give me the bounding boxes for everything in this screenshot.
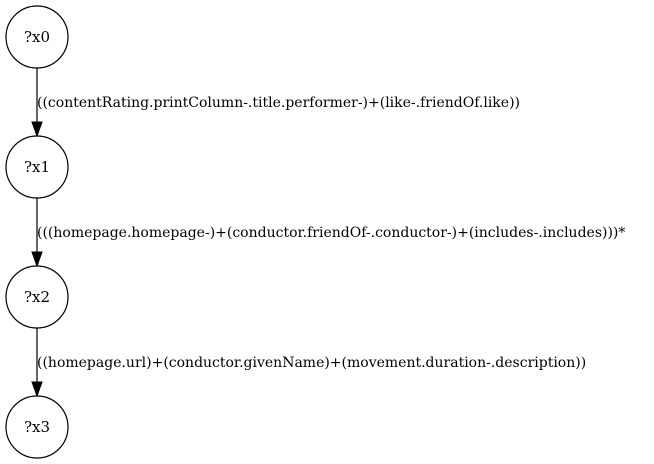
node-x0: [6, 6, 68, 68]
edge-label: ((homepage.url)+(conductor.givenName)+(movement.duration-.description)): [37, 355, 587, 371]
node-x2: [6, 266, 68, 328]
node-label: ?x3: [23, 418, 51, 436]
node-x1: [6, 136, 68, 198]
edge-x2-x3: [32, 328, 586, 396]
edge-x0-x1: [32, 68, 520, 136]
arrowhead: [32, 252, 42, 266]
node-label: ?x2: [23, 288, 51, 306]
node-label: ?x0: [23, 28, 51, 46]
arrowhead: [32, 122, 42, 136]
node-x3: [6, 396, 68, 458]
arrowhead: [32, 382, 42, 396]
edge-label: ((contentRating.printColumn-.title.performer-)+(like-.friendOf.like)): [37, 95, 520, 111]
edge-label: (((homepage.homepage-)+(conductor.friendOf-.conductor-)+(includes-.includes)))*: [37, 225, 626, 241]
edge-x1-x2: [32, 198, 625, 266]
node-label: ?x1: [23, 158, 51, 176]
